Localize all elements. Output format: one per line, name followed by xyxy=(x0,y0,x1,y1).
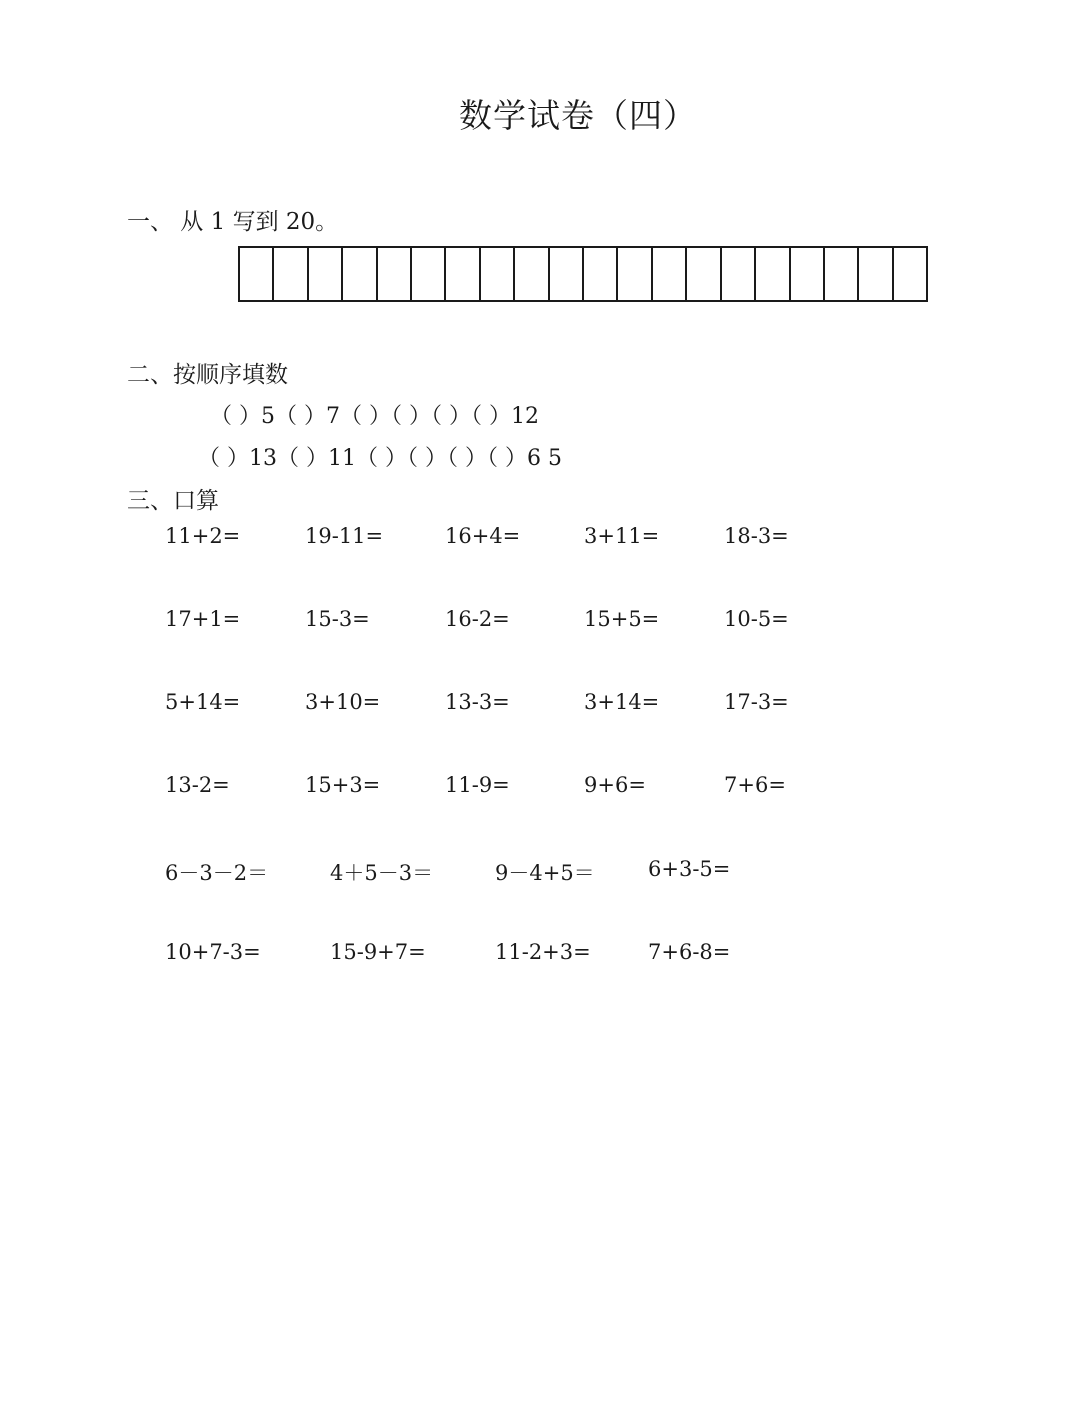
section-1-heading: 一、 从 1 写到 20。 xyxy=(127,209,339,235)
section-2-heading: 二、按顺序填数 xyxy=(127,362,288,388)
answer-box xyxy=(307,248,341,300)
math-problem: 17+1= xyxy=(165,607,241,631)
answer-box xyxy=(857,248,891,300)
math-problem: 11-9= xyxy=(445,773,510,797)
number-writing-grid xyxy=(238,246,928,302)
math-problem: 6－3－2＝ xyxy=(165,861,269,885)
sequence-line-1: （ ）5（ ）7（ ）（ ）（ ）（ ）12 xyxy=(210,404,539,429)
answer-box xyxy=(651,248,685,300)
answer-box xyxy=(444,248,478,300)
section-3-heading: 三、口算 xyxy=(127,488,219,514)
answer-box xyxy=(685,248,719,300)
answer-box xyxy=(272,248,306,300)
answer-box xyxy=(479,248,513,300)
math-problem: 15+5= xyxy=(584,607,660,631)
math-problem: 6+3-5= xyxy=(648,857,731,881)
math-problem: 19-11= xyxy=(305,524,384,548)
answer-box xyxy=(582,248,616,300)
math-problem: 11-2+3= xyxy=(495,940,591,964)
page-title: 数学试卷（四） xyxy=(459,96,697,135)
math-problem: 15-3= xyxy=(305,607,370,631)
answer-box xyxy=(341,248,375,300)
math-problem: 15+3= xyxy=(305,773,381,797)
answer-box xyxy=(376,248,410,300)
answer-box xyxy=(410,248,444,300)
math-problem: 18-3= xyxy=(724,524,789,548)
math-problem: 10+7-3= xyxy=(165,940,261,964)
answer-box xyxy=(823,248,857,300)
math-problem: 7+6= xyxy=(724,773,786,797)
math-problem: 17-3= xyxy=(724,690,789,714)
math-problem: 10-5= xyxy=(724,607,789,631)
math-problem: 5+14= xyxy=(165,690,241,714)
math-problem: 15-9+7= xyxy=(330,940,426,964)
math-problem: 3+14= xyxy=(584,690,660,714)
math-problem: 9+6= xyxy=(584,773,646,797)
math-problem: 13-3= xyxy=(445,690,510,714)
sequence-line-2: （ ）13（ ）11（ ）（ ）（ ）（ ）6 5 xyxy=(198,446,562,471)
math-problem: 7+6-8= xyxy=(648,940,731,964)
answer-box xyxy=(513,248,547,300)
answer-box xyxy=(240,248,272,300)
math-problem: 4＋5－3＝ xyxy=(330,861,434,885)
math-problem: 16-2= xyxy=(445,607,510,631)
answer-box xyxy=(720,248,754,300)
math-problem: 16+4= xyxy=(445,524,521,548)
answer-box xyxy=(892,248,926,300)
answer-box xyxy=(616,248,650,300)
math-problem: 3+11= xyxy=(584,524,660,548)
answer-box xyxy=(754,248,788,300)
answer-box xyxy=(548,248,582,300)
answer-box xyxy=(789,248,823,300)
math-problem: 13-2= xyxy=(165,773,230,797)
math-problem: 9－4+5＝ xyxy=(495,861,595,885)
math-problem: 11+2= xyxy=(165,524,241,548)
math-problem: 3+10= xyxy=(305,690,381,714)
